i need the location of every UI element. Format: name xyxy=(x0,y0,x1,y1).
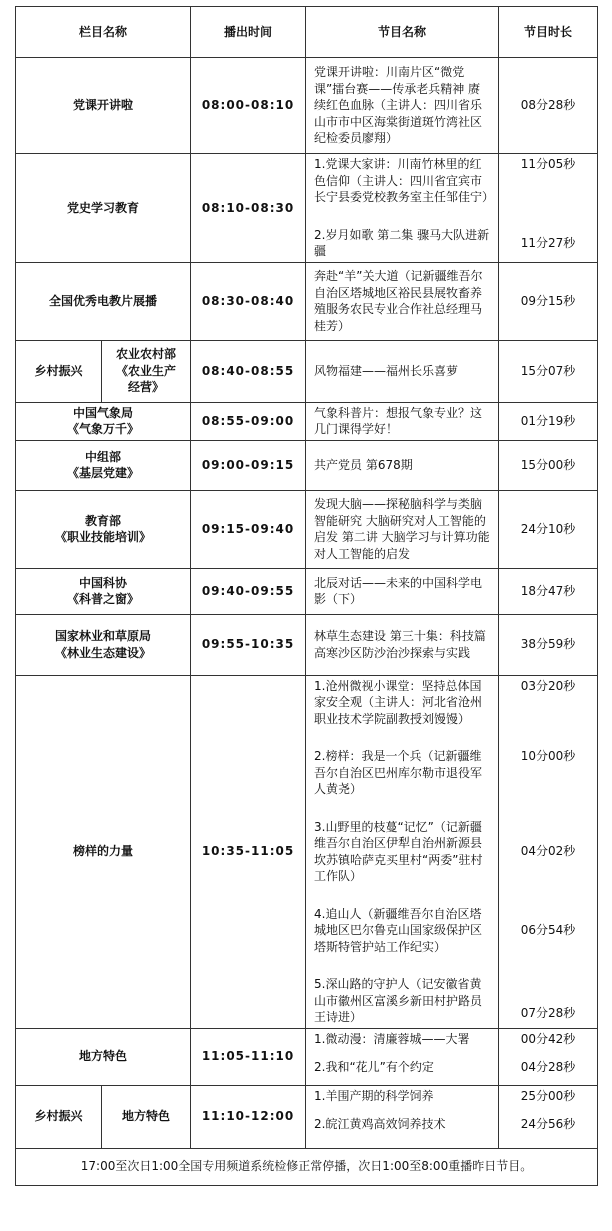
table-row xyxy=(16,614,598,675)
table-row xyxy=(16,568,598,614)
header-column-name: 栏目名称 xyxy=(16,7,191,58)
column-name-line: 《科普之窗》 xyxy=(67,592,140,606)
column-name-line: 《职业技能培训》 xyxy=(55,530,152,544)
table-row xyxy=(16,1085,598,1106)
program-title: 1.党课大家讲：川南竹林里的红色信仰（主讲人：四川省宜宾市长宁县委党校教务室主任邹佳宁） xyxy=(306,154,499,208)
table-row xyxy=(16,154,598,208)
column-name-line: 中组部 xyxy=(85,449,122,464)
program-title: 北辰对话——未来的中国科学电影（下） xyxy=(306,568,499,614)
air-time: 10:35-11:05 xyxy=(191,675,306,1028)
air-time: 09:00-09:15 xyxy=(191,440,306,490)
program-duration: 00分42秒 xyxy=(499,1028,598,1049)
program-duration: 11分05秒 xyxy=(499,154,598,208)
column-name-line: 中国气象局 xyxy=(73,405,134,420)
table-row xyxy=(16,1028,598,1049)
program-duration: 07分28秒 xyxy=(499,974,598,1028)
column-name: 党课开讲啦 xyxy=(16,58,191,154)
column-name xyxy=(16,490,191,568)
program-duration: 11分27秒 xyxy=(499,225,598,263)
air-time: 08:55-09:00 xyxy=(191,402,306,440)
header-program-name: 节目名称 xyxy=(306,7,499,58)
program-title: 5.深山路的守护人（记安徽省黄山市徽州区富溪乡新田村护路员王诗进） xyxy=(306,974,499,1028)
column-name-line: 《气象万千》 xyxy=(67,422,140,436)
program-title: 风物福建——福州长乐喜萝 xyxy=(306,340,499,402)
program-title: 2.皖江黄鸡高效饲养技术 xyxy=(306,1114,499,1148)
air-time: 08:40-08:55 xyxy=(191,340,306,402)
program-title: 2.岁月如歌 第二集 骤马大队进新疆 xyxy=(306,225,499,263)
program-duration: 04分02秒 xyxy=(499,817,598,887)
program-duration: 04分28秒 xyxy=(499,1057,598,1085)
column-name xyxy=(16,568,191,614)
program-duration: 25分00秒 xyxy=(499,1085,598,1106)
program-duration: 38分59秒 xyxy=(499,614,598,675)
header-duration: 节目时长 xyxy=(499,7,598,58)
program-duration: 24分10秒 xyxy=(499,490,598,568)
footer-note: 17:00至次日1:00全国专用频道系统检修正常停播，次日1:00至8:00重播昨日节目。 xyxy=(16,1148,598,1185)
program-title: 1.沧州微视小课堂：坚持总体国家安全观（主讲人：河北省沧州职业技术学院副教授刘馒馒） xyxy=(306,675,499,729)
table-row xyxy=(16,402,598,440)
program-title: 2.榜样：我是一个兵（记新疆维吾尔自治区巴州库尔勒市退役军人黄尧） xyxy=(306,746,499,800)
table-row xyxy=(16,262,598,340)
footer-row xyxy=(16,1148,598,1185)
column-name-line: 《农业生产 xyxy=(116,363,177,378)
program-title: 1.微动漫：清廉蓉城——大署 xyxy=(306,1028,499,1049)
program-title: 发现大脑——探秘脑科学与类脑智能研究 大脑研究对人工智能的启发 第二讲 大脑学习与计算功能对人工智能的启发 xyxy=(306,490,499,568)
program-duration: 03分20秒 xyxy=(499,675,598,729)
air-time: 08:30-08:40 xyxy=(191,262,306,340)
air-time: 11:05-11:10 xyxy=(191,1028,306,1085)
air-time: 09:15-09:40 xyxy=(191,490,306,568)
program-duration: 09分15秒 xyxy=(499,262,598,340)
table-row xyxy=(16,675,598,729)
program-title: 4.追山人（新疆维吾尔自治区塔城地区巴尔鲁克山国家级保护区塔斯特管护站工作纪实） xyxy=(306,904,499,958)
table-row xyxy=(16,490,598,568)
column-name-line: 中国科协 xyxy=(79,575,128,590)
program-duration: 01分19秒 xyxy=(499,402,598,440)
program-duration: 15分00秒 xyxy=(499,440,598,490)
column-name: 榜样的力量 xyxy=(16,675,191,1028)
program-title: 林草生态建设 第三十集：科技篇 高寒沙区防沙治沙探索与实践 xyxy=(306,614,499,675)
column-name: 地方特色 xyxy=(16,1028,191,1085)
column-name-line: 《林业生态建设》 xyxy=(55,645,152,660)
column-name xyxy=(16,440,191,490)
program-title: 气象科普片：想报气象专业？这几门课得学好！ xyxy=(306,402,499,440)
column-group: 乡村振兴 xyxy=(16,1085,102,1148)
program-title: 党课开讲啦：川南片区“微党课”擂台赛——传承老兵精神 赓续红色血脉（主讲人：四川省乐山市市中区海棠街道斑竹湾社区纪检委员廖翔） xyxy=(306,58,499,154)
program-title: 奔赴“羊”关大道（记新疆维吾尔自治区塔城地区裕民县展牧畜养殖服务农民专业合作社总经理马桂芳） xyxy=(306,262,499,340)
column-name-line: 农业农村部 xyxy=(116,347,177,362)
column-name: 党史学习教育 xyxy=(16,154,191,263)
air-time: 11:10-12:00 xyxy=(191,1085,306,1148)
program-title: 2.我和“花儿”有个约定 xyxy=(306,1057,499,1085)
program-duration: 06分54秒 xyxy=(499,904,598,958)
column-name-line: 经营》 xyxy=(128,380,165,395)
column-name-line: 《基层党建》 xyxy=(67,466,140,480)
program-title: 3.山野里的枝蔓“记忆”（记新疆维吾尔自治区伊犁自治州新源县坎苏镇哈萨克买里村“两委”驻村工作队） xyxy=(306,817,499,887)
column-group: 乡村振兴 xyxy=(16,340,102,402)
program-title: 共产党员 第678期 xyxy=(306,440,499,490)
air-time: 09:55-10:35 xyxy=(191,614,306,675)
column-name: 全国优秀电教片展播 xyxy=(16,262,191,340)
program-duration: 15分07秒 xyxy=(499,340,598,402)
table-row xyxy=(16,58,598,154)
program-duration: 18分47秒 xyxy=(499,568,598,614)
table-row xyxy=(16,340,598,402)
schedule-table xyxy=(15,6,598,1186)
air-time: 08:00-08:10 xyxy=(191,58,306,154)
program-duration: 24分56秒 xyxy=(499,1114,598,1148)
air-time: 08:10-08:30 xyxy=(191,154,306,263)
column-name-line: 国家林业和草原局 xyxy=(55,629,152,643)
column-name xyxy=(16,402,191,440)
column-name: 地方特色 xyxy=(102,1085,191,1148)
air-time: 09:40-09:55 xyxy=(191,568,306,614)
header-row xyxy=(16,7,598,58)
column-name-line: 教育部 xyxy=(85,513,122,528)
program-duration: 10分00秒 xyxy=(499,746,598,800)
header-air-time: 播出时间 xyxy=(191,7,306,58)
table-row xyxy=(16,440,598,490)
program-duration: 08分28秒 xyxy=(499,58,598,154)
program-title: 1.羊围产期的科学饲养 xyxy=(306,1085,499,1106)
column-name xyxy=(102,340,191,402)
column-name xyxy=(16,614,191,675)
